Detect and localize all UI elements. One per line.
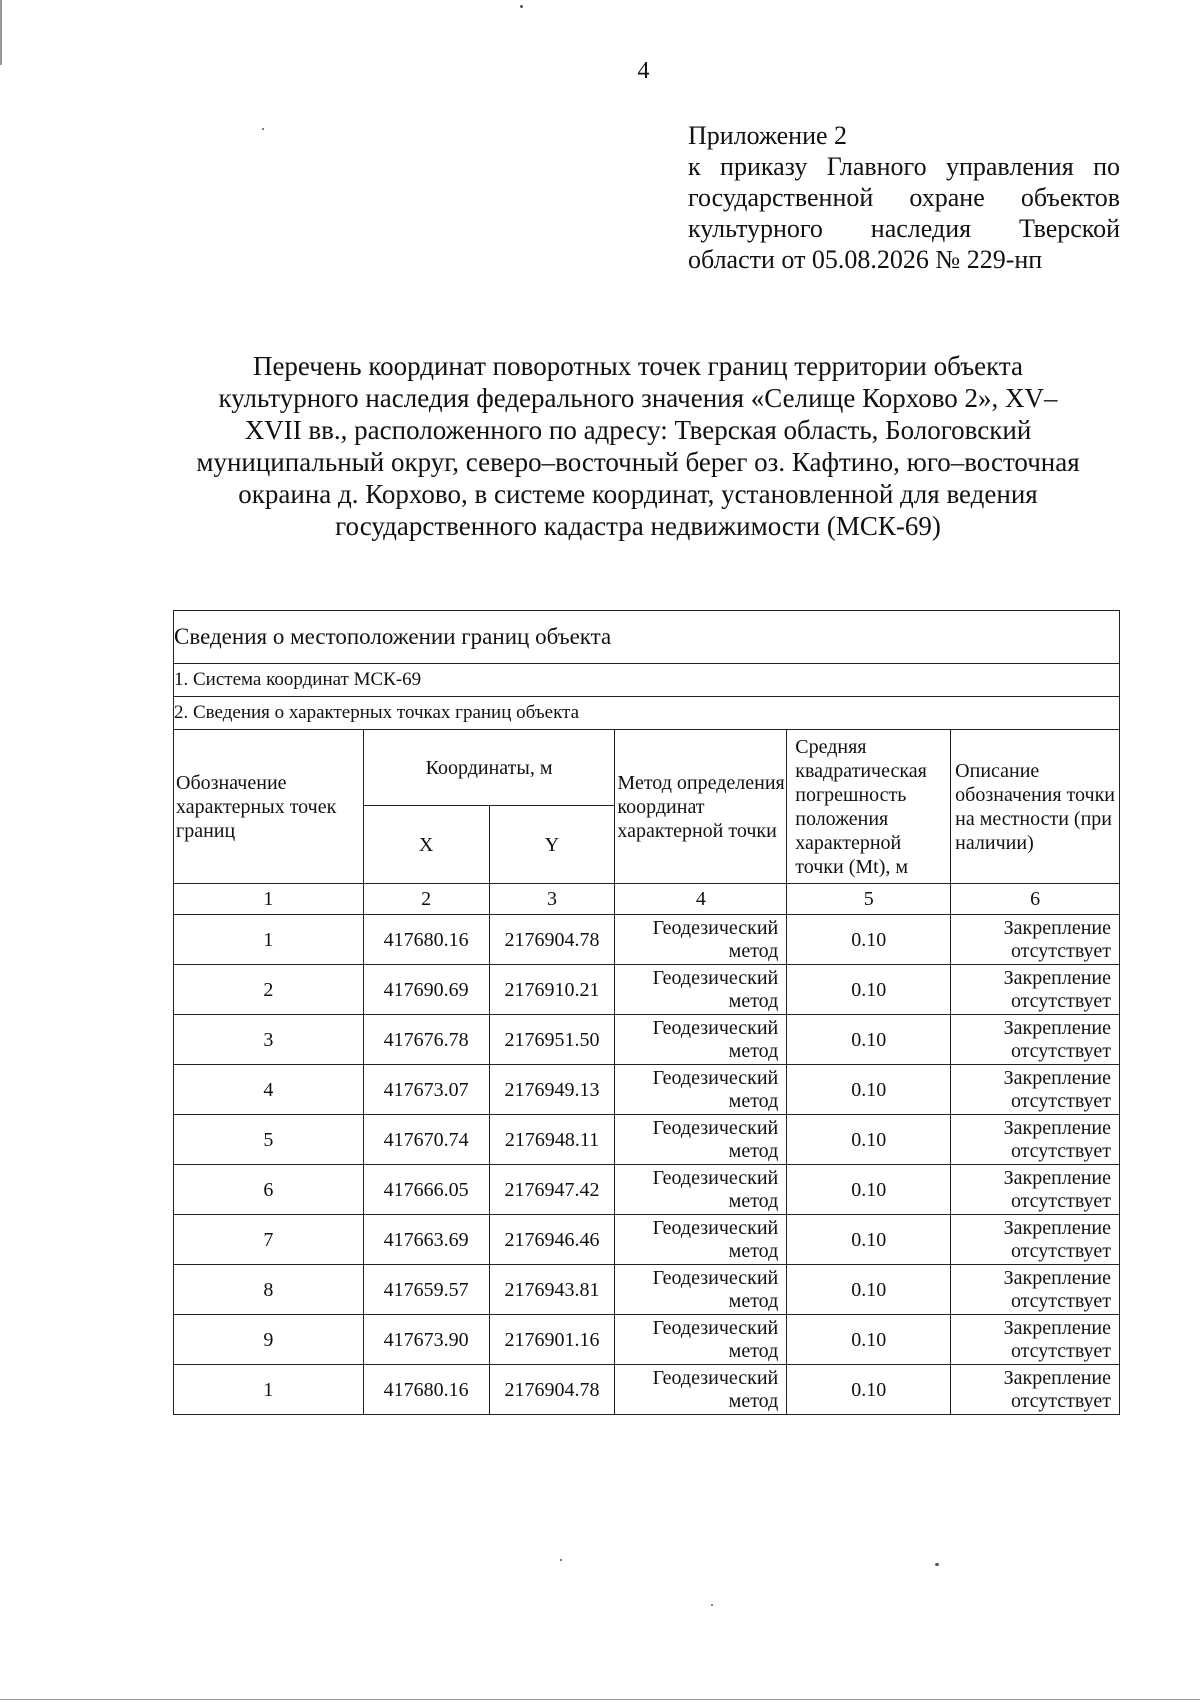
method-line: Геодезический [652,1116,779,1139]
coord-system-row [174,664,1120,697]
description-line: Закрепление [1003,1216,1111,1239]
method-line: метод [728,1039,779,1062]
coord-y: 2176901.16 [489,1315,615,1365]
title-line: государственного кадастра недвижимости (МСК-69) [335,511,941,541]
coord-x: 417670.74 [363,1115,489,1165]
title-line: Перечень координат поворотных точек границ территории объекта [252,351,1024,381]
description-cell [951,1115,1120,1165]
coordinates-table [173,610,1120,1415]
description-line: отсутствует [1010,1289,1111,1312]
coord-y: 2176946.46 [489,1215,615,1265]
method-cell [615,1115,787,1165]
method-cell [615,965,787,1015]
description-cell [951,1165,1120,1215]
coord-y: 2176951.50 [489,1015,615,1065]
point-number: 3 [174,1015,364,1065]
column-number: 4 [615,884,787,915]
point-number: 1 [174,1365,364,1415]
section-title: Сведения о местоположении границ объекта [174,611,1120,664]
error-value: 0.10 [787,1265,951,1315]
coord-x: 417666.05 [363,1165,489,1215]
coord-y: 2176910.21 [489,965,615,1015]
error-value: 0.10 [787,1165,951,1215]
description-cell [951,1215,1120,1265]
header-description: Описание обозначения точки на местности (при наличии) [951,730,1120,884]
description-line: отсутствует [1010,939,1111,962]
description-line: Закрепление [1003,1166,1111,1189]
point-number: 2 [174,965,364,1015]
header-y: Y [489,806,615,884]
method-line: Геодезический [652,1366,779,1389]
description-line: отсутствует [1010,1089,1111,1112]
scan-speck [262,128,264,130]
scan-speck [711,1604,713,1606]
table-row [174,1315,1120,1365]
table-row [174,1065,1120,1115]
appendix-line: области от 05.08.2026 № 229-нп [688,245,1043,274]
method-line: Геодезический [652,1216,779,1239]
description-cell [951,1065,1120,1115]
description-line: отсутствует [1010,989,1111,1012]
coord-x: 417680.16 [363,915,489,965]
description-line: отсутствует [1010,1389,1111,1412]
appendix-line: Приложение 2 [688,121,848,150]
scan-speck [560,1559,562,1561]
table-row [174,1265,1120,1315]
method-line: метод [728,1339,779,1362]
error-value: 0.10 [787,915,951,965]
column-number: 1 [174,884,364,915]
method-line: Геодезический [652,1166,779,1189]
coord-x: 417659.57 [363,1265,489,1315]
header-method: Метод определения координат характерной точки [615,730,787,884]
table-row [174,1015,1120,1065]
description-line: отсутствует [1010,1189,1111,1212]
document-title [150,350,1126,542]
column-number: 6 [951,884,1120,915]
coord-x: 417673.90 [363,1315,489,1365]
column-number: 5 [787,884,951,915]
error-value: 0.10 [787,1065,951,1115]
description-cell [951,1365,1120,1415]
description-line: Закрепление [1003,1366,1111,1389]
table-row [174,1365,1120,1415]
method-line: метод [728,1239,779,1262]
method-cell [615,1015,787,1065]
section-title-row [174,611,1120,664]
scan-edge-left [0,0,2,65]
description-cell [951,1265,1120,1315]
column-number: 2 [363,884,489,915]
method-cell [615,1065,787,1115]
coord-system: 1. Система координат МСК-69 [174,664,1120,697]
points-title-row [174,697,1120,730]
error-value: 0.10 [787,1315,951,1365]
description-line: Закрепление [1003,966,1111,989]
table-row [174,965,1120,1015]
description-line: Закрепление [1003,1266,1111,1289]
method-line: метод [728,1189,779,1212]
appendix-line: государственной охране объектов [688,183,1120,212]
scan-speck [935,1563,939,1566]
title-line: окраина д. Корхово, в системе координат, установленной для ведения [238,479,1038,509]
point-number: 8 [174,1265,364,1315]
error-value: 0.10 [787,965,951,1015]
method-line: Геодезический [652,1266,779,1289]
coord-x: 417680.16 [363,1365,489,1415]
description-line: Закрепление [1003,1316,1111,1339]
method-line: Геодезический [652,1066,779,1089]
point-number: 5 [174,1115,364,1165]
title-line: XVII вв., расположенного по адресу: Тверская область, Бологовский [244,415,1032,445]
table-row [174,1115,1120,1165]
method-cell [615,1215,787,1265]
title-line: культурного наследия федерального значения «Селище Корхово 2», XV– [218,383,1058,413]
description-line: Закрепление [1003,916,1111,939]
appendix-block [688,120,1120,275]
description-line: Закрепление [1003,1116,1111,1139]
point-number: 6 [174,1165,364,1215]
method-cell [615,1315,787,1365]
description-cell [951,1315,1120,1365]
error-value: 0.10 [787,1015,951,1065]
description-line: Закрепление [1003,1016,1111,1039]
method-cell [615,1165,787,1215]
method-line: метод [728,1089,779,1112]
appendix-line: к приказу Главного управления по [688,152,1120,181]
description-line: отсутствует [1010,1039,1111,1062]
method-cell [615,1365,787,1415]
header-coordinates: Координаты, м [363,730,615,806]
header-x: X [363,806,489,884]
scan-speck [520,5,523,8]
coord-y: 2176949.13 [489,1065,615,1115]
coord-x: 417690.69 [363,965,489,1015]
header-row [174,730,1120,806]
point-number: 7 [174,1215,364,1265]
table-row [174,1215,1120,1265]
method-line: метод [728,1139,779,1162]
column-number-row [174,884,1120,915]
coord-x: 417663.69 [363,1215,489,1265]
method-line: метод [728,1289,779,1312]
error-value: 0.10 [787,1365,951,1415]
table-row [174,915,1120,965]
point-number: 4 [174,1065,364,1115]
page-number: 4 [637,58,650,84]
description-cell [951,965,1120,1015]
coord-y: 2176904.78 [489,1365,615,1415]
coord-x: 417673.07 [363,1065,489,1115]
error-value: 0.10 [787,1215,951,1265]
method-line: метод [728,989,779,1012]
coord-x: 417676.78 [363,1015,489,1065]
scan-edge-bottom [0,1699,1200,1700]
description-line: отсутствует [1010,1239,1111,1262]
description-line: отсутствует [1010,1139,1111,1162]
coord-y: 2176943.81 [489,1265,615,1315]
point-number: 9 [174,1315,364,1365]
method-cell [615,1265,787,1315]
header-error: Средняя квадратическая погрешность положения характерной точки (Mt), м [787,730,951,884]
description-cell [951,915,1120,965]
coord-y: 2176948.11 [489,1115,615,1165]
method-line: Геодезический [652,966,779,989]
method-line: метод [728,1389,779,1412]
point-number: 1 [174,915,364,965]
description-cell [951,1015,1120,1065]
column-number: 3 [489,884,615,915]
method-cell [615,915,787,965]
method-line: Геодезический [652,1316,779,1339]
coord-y: 2176904.78 [489,915,615,965]
description-line: отсутствует [1010,1339,1111,1362]
coord-y: 2176947.42 [489,1165,615,1215]
table-row [174,1165,1120,1215]
title-line: муниципальный округ, северо–восточный берег оз. Кафтино, юго–восточная [196,447,1080,477]
method-line: Геодезический [652,1016,779,1039]
header-designation: Обозначение характерных точек границ [174,730,364,884]
method-line: Геодезический [652,916,779,939]
description-line: Закрепление [1003,1066,1111,1089]
appendix-line: культурного наследия Тверской [688,214,1120,243]
points-title: 2. Сведения о характерных точках границ объекта [174,697,1120,730]
error-value: 0.10 [787,1115,951,1165]
method-line: метод [728,939,779,962]
